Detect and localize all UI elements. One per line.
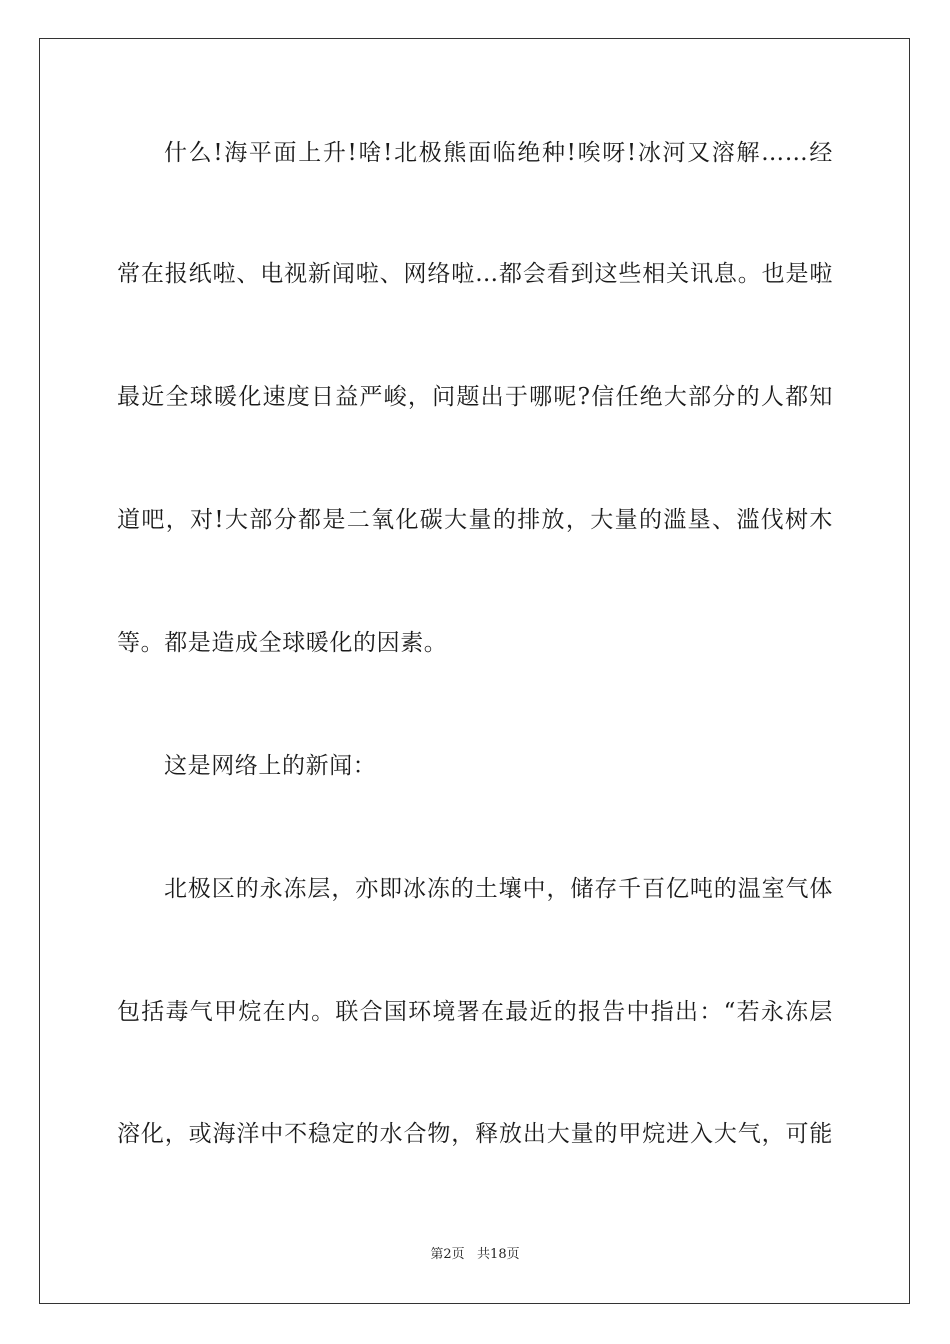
paragraph-1-line-2: 常在报纸啦、电视新闻啦、网络啦…都会看到这些相关讯息。也是啦 [117, 261, 833, 287]
paragraph-1-line-4: 道吧，对!大部分都是二氧化碳大量的排放，大量的滥垦、滥伐树木 [117, 507, 833, 533]
paragraph-3-line-1: 北极区的永冻层，亦即冰冻的土壤中，储存千百亿吨的温室气体 [164, 876, 833, 902]
paragraph-1-line-3: 最近全球暖化速度日益严峻，问题出于哪呢?信任绝大部分的人都知 [117, 384, 833, 410]
page-number-footer: 第2页 共18页 [430, 1247, 520, 1262]
page-border [39, 38, 910, 1304]
paragraph-1-line-1: 什么!海平面上升!啥!北极熊面临绝种!唉呀!冰河又溶解……经 [164, 140, 833, 166]
paragraph-2-line-1: 这是网络上的新闻： [164, 753, 377, 779]
paragraph-1-line-5: 等。都是造成全球暖化的因素。 [117, 630, 448, 656]
paragraph-3-line-3: 溶化，或海洋中不稳定的水合物，释放出大量的甲烷进入大气，可能 [117, 1121, 833, 1147]
paragraph-3-line-2: 包括毒气甲烷在内。联合国环境署在最近的报告中指出：“若永冻层 [117, 999, 833, 1025]
